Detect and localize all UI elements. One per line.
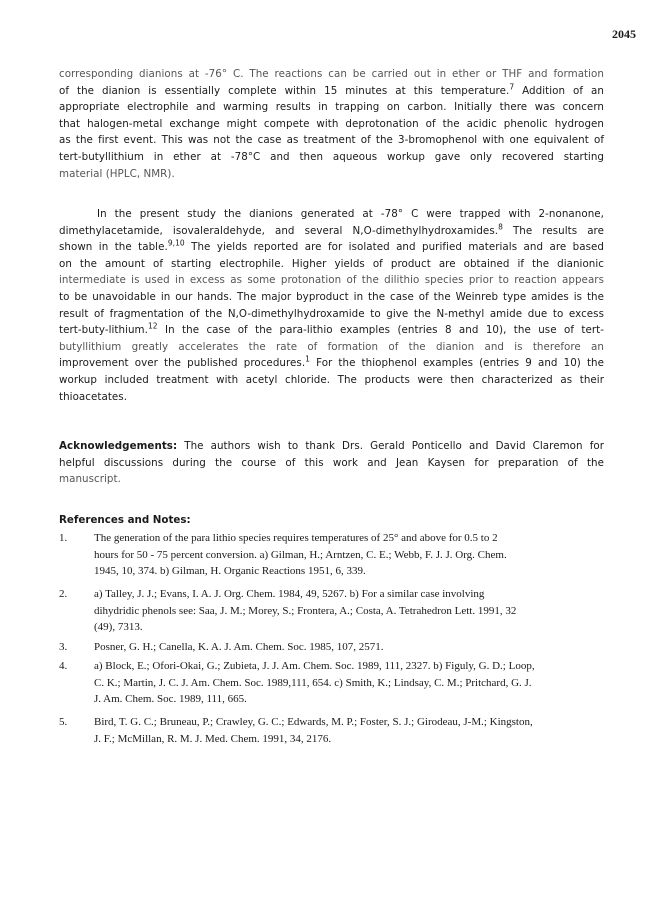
citation-superscript: 8 — [498, 222, 503, 232]
text-line: shown in the table.$^{9,10}$ The yields reported are for isolated and purified materials and are based — [59, 238, 605, 254]
reference-number: 2. — [59, 588, 68, 600]
text-line: result of fragmentation of the N,O-dimethylhydroxamide to give the N-methyl amide due to excess — [59, 307, 604, 320]
paragraph-present-study — [59, 206, 604, 405]
reference-text — [94, 714, 604, 747]
text-line: as the first event. This was not the case as treatment of the 3-bromophenol with one equivalent of — [59, 134, 604, 147]
text-line: manuscript. — [59, 473, 121, 486]
text-line: tert-butyllithium in ether at -78°C and then aqueous workup gave only recovered starting — [59, 150, 604, 163]
text-line: workup included treatment with acetyl chloride. The products were then characterized as their — [59, 373, 604, 386]
reference-text — [94, 658, 604, 708]
text-line: J. F.; McMillan, R. M. J. Med. Chem. 1991, 34, 2176. — [94, 732, 332, 745]
paragraph-dianion-formation — [59, 66, 604, 182]
references-heading: References and Notes: — [59, 514, 191, 526]
reference-number: 1. — [59, 532, 68, 544]
citation-superscript: 1 — [305, 354, 310, 364]
reference-text — [94, 530, 604, 580]
text-line: 1945, 10, 374. b) Gilman, H. Organic Reactions 1951, 6, 339. — [94, 565, 366, 577]
reference-number: 4. — [59, 660, 68, 672]
text-line: intermediate is used in excess as some protonation of the dilithio species prior to reaction appears — [59, 274, 604, 287]
reference-text — [94, 586, 604, 636]
text-line: C. K.; Martin, J. C. J. Am. Chem. Soc. 1989,111, 654. c) Smith, K.; Lindsay, C. M.; Pritchard, G. J. — [94, 676, 532, 689]
text-line: thioacetates. — [59, 390, 128, 403]
reference-text — [94, 639, 604, 656]
page-number: 2045 — [612, 27, 636, 41]
text-line: on the amount of starting electrophile. Higher yields of product are obtained if the dianionic — [59, 257, 604, 270]
text-line: Bird, T. G. C.; Bruneau, P.; Crawley, G. C.; Edwards, M. P.; Foster, S. J.; Girodeau, J-M.; Kingston, — [94, 716, 533, 728]
text-line: hours for 50 - 75 percent conversion. a) Gilman, H.; Arntzen, C. E.; Webb, F. J. J. Org. Chem. — [94, 548, 507, 561]
text-line: helpful discussions during the course of this work and Jean Kaysen for preparation of the — [59, 456, 604, 469]
acknowledgements — [59, 438, 604, 488]
text-line: J. Am. Chem. Soc. 1989, 111, 665. — [94, 693, 247, 705]
text-line: a) Talley, J. J.; Evans, I. A. J. Org. Chem. 1984, 49, 5267. b) For a similar case involving — [94, 588, 485, 600]
text-line: butyllithium greatly accelerates the rate of formation of the dianion and is therefore an — [59, 340, 604, 353]
text-line: In the present study the dianions generated at -78° C were trapped with 2-nonanone, — [97, 208, 604, 220]
text-line: The generation of the para lithio species requires temperatures of 25° and above for 0.5 to 2 — [94, 532, 498, 544]
text-line: corresponding dianions at -76° C. The reactions can be carried out in ether or THF and formation — [59, 68, 604, 80]
text-line: material (HPLC, NMR). — [59, 167, 175, 180]
text-line: of the dianion is essentially complete within 15 minutes at this temperature.$^7$ Addition of an — [59, 82, 604, 97]
reference-number: 5. — [59, 716, 68, 728]
text-line: appropriate electrophile and warming results in trapping on carbon. Initially there was concern — [59, 101, 604, 114]
text-line: improvement over the published procedures.$^1$ For the thiophenol examples (entries 9 and 10) the — [59, 354, 605, 370]
text-line: to be unavoidable in our hands. The major byproduct in the case of the Weinreb type amides is the — [59, 290, 604, 303]
text-line: Acknowledgements: The authors wish to thank Drs. Gerald Ponticello and David Claremon for — [59, 440, 604, 452]
text-line: (49), 7313. — [94, 621, 143, 633]
reference-number: 3. — [59, 641, 68, 653]
text-line: a) Block, E.; Ofori-Okai, G.; Zubieta, J. J. Am. Chem. Soc. 1989, 111, 2327. b) Figuly, G. D.; Loop, — [94, 660, 535, 672]
text-line: dihydridic phenols see: Saa, J. M.; Morey, S.; Frontera, A.; Costa, A. Tetrahedron Lett. 1991, 32 — [94, 604, 517, 617]
citation-superscript: 9,10 — [167, 238, 185, 248]
text-line: dimethylacetamide, isovaleraldehyde, and several N,O-dimethylhydroxamides.$^8$ The results are — [59, 222, 604, 237]
acknowledgements-label: Acknowledgements: — [59, 440, 178, 452]
text-line: that halogen-metal exchange might compete with deprotonation of the acidic phenolic hydrogen — [59, 117, 604, 130]
citation-superscript: 12 — [147, 321, 158, 331]
text-line: Posner, G. H.; Canella, K. A. J. Am. Chem. Soc. 1985, 107, 2571. — [94, 641, 384, 653]
text-line: tert-buty-lithium.$^{12}$ In the case of the para-lithio examples (entries 8 and 10), the use of tert- — [59, 321, 604, 337]
citation-superscript: 7 — [509, 82, 515, 92]
